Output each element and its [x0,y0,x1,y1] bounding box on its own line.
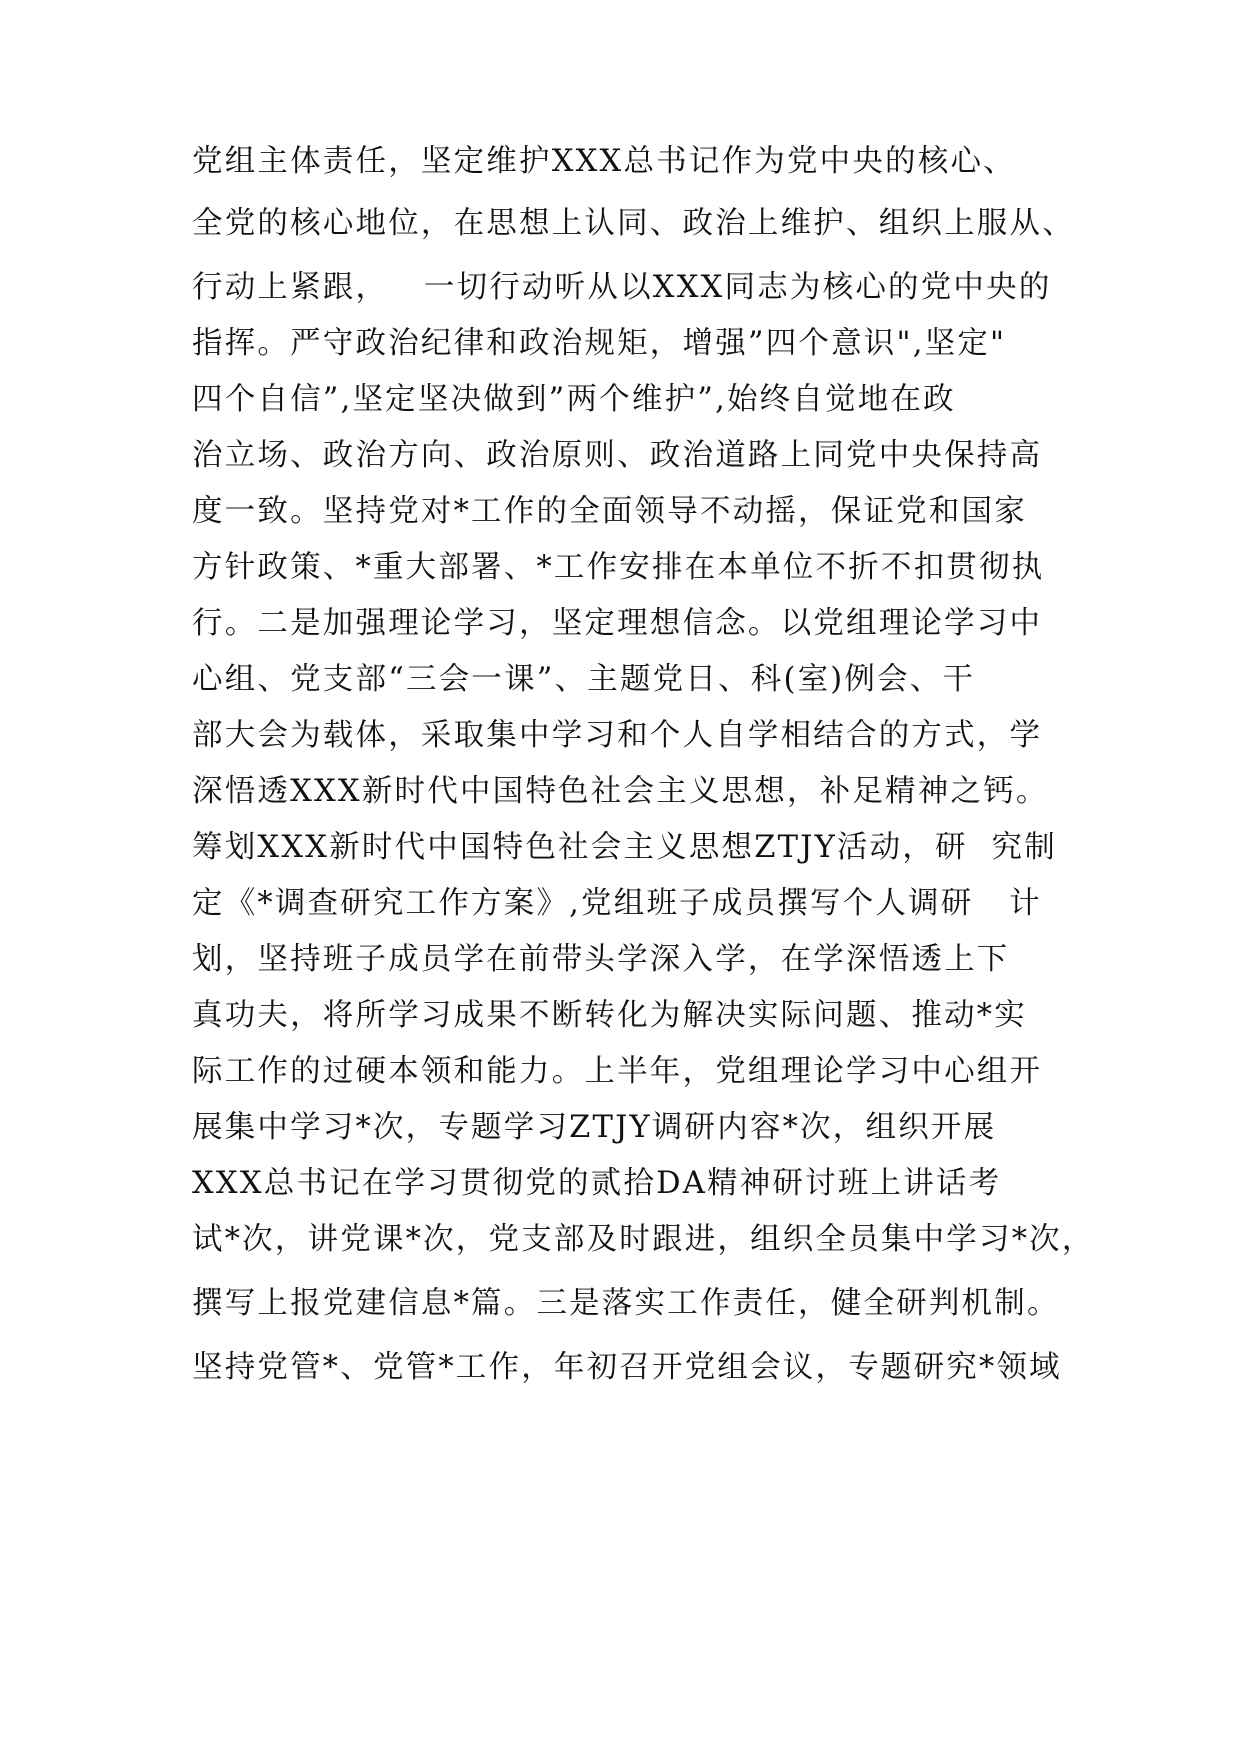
text-line: 党组主体责任，坚定维护XXX总书记作为党中央的核心、 [192,144,1016,179]
text-line: 行动上紧跟， 一切行动听从以XXX同志为核心的党中央的 [192,270,1052,305]
text-line: 深悟透XXX新时代中国特色社会主义思想，补足精神之钙。 [192,774,1049,809]
text-line: 试*次，讲党课*次，党支部及时跟进，组织全员集中学习*次， [192,1222,1095,1257]
text-line: 筹划XXX新时代中国特色社会主义思想ZTJY活动，研 究制 [192,830,1057,865]
text-line: 行。二是加强理论学习，坚定理想信念。以党组理论学习中 [192,606,1043,641]
text-line: 方针政策、*重大部署、*工作安排在本单位不折不扣贯彻执 [192,550,1045,585]
text-line: 定《*调查研究工作方案》,党组班子成员撰写个人调研 计 [192,886,1042,921]
text-line: 治立场、政治方向、政治原则、政治道路上同党中央保持高 [192,438,1043,473]
text-line: 全党的核心地位，在思想上认同、政治上维护、组织上服从、 [192,206,1075,241]
body-text [192,134,1095,1396]
text-line: 度一致。坚持党对*工作的全面领导不动摇，保证党和国家 [192,494,1027,529]
text-line: 展集中学习*次，专题学习ZTJY调研内容*次，组织开展 [192,1110,997,1145]
text-line: 划，坚持班子成员学在前带头学深入学，在学深悟透上下 [192,942,1010,977]
text-line: XXX总书记在学习贯彻党的贰拾DA精神研讨班上讲话考 [192,1166,1002,1201]
text-line: 坚持党管*、党管*工作，年初召开党组会议，专题研究*领域 [192,1350,1062,1385]
text-line: 撰写上报党建信息*篇。三是落实工作责任，健全研判机制。 [192,1286,1060,1321]
text-line: 真功夫，将所学习成果不断转化为解决实际问题、推动*实 [192,998,1027,1033]
text-line: 部大会为载体，采取集中学习和个人自学相结合的方式，学 [192,718,1043,753]
text-line: 指挥。严守政治纪律和政治规矩，增强”四个意识",坚定" [192,326,1007,361]
text-line: 四个自信”,坚定坚决做到”两个维护”,始终自觉地在政 [192,382,956,417]
text-line: 际工作的过硬本领和能力。上半年，党组理论学习中心组开 [192,1054,1043,1089]
text-line: 心组、党支部“三会一课”、主题党日、科(室)例会、干 [192,662,976,697]
